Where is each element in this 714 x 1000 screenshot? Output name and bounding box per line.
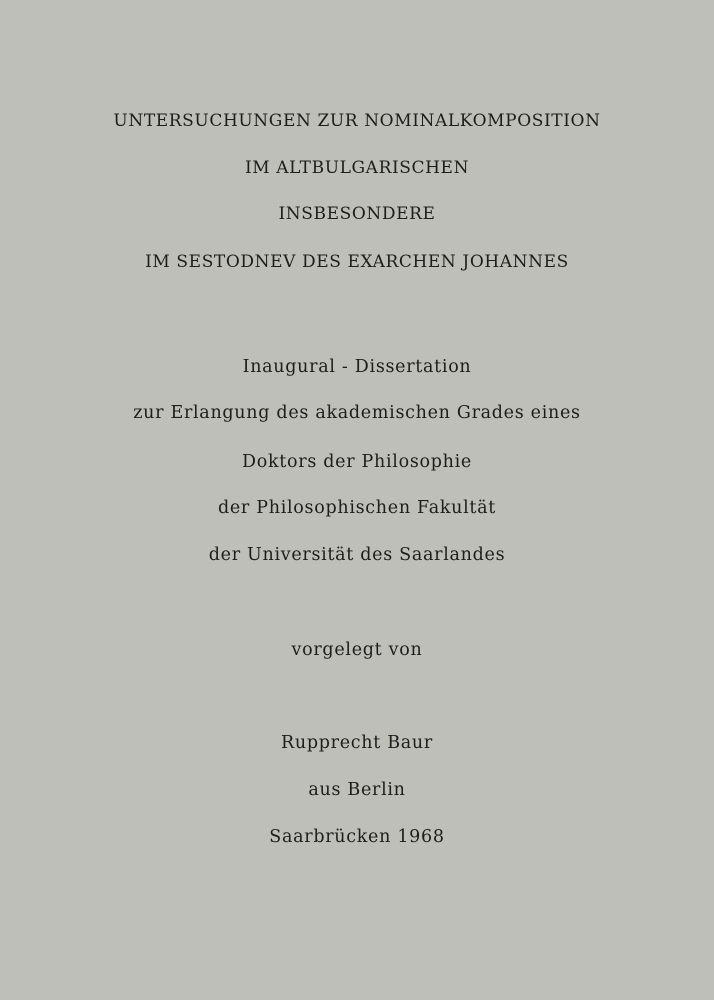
author-origin: aus Berlin [308,780,406,800]
dissertation-purpose: zur Erlangung des akademischen Grades eines [133,403,581,423]
place-and-year: Saarbrücken 1968 [269,827,445,847]
submitted-by-label: vorgelegt von [291,640,423,660]
title-line-2: IM ALTBULGARISCHEN [244,158,470,178]
title-line-3: INSBESONDERE [278,204,436,224]
title-line-1: UNTERSUCHUNGEN ZUR NOMINALKOMPOSITION [113,111,601,131]
degree-name: Doktors der Philosophie [242,452,472,472]
university-name: der Universität des Saarlandes [208,545,506,565]
faculty-name: der Philosophischen Fakultät [217,498,497,518]
title-line-4: IM SESTODNEV DES EXARCHEN JOHANNES [145,252,569,272]
dissertation-type: Inaugural - Dissertation [242,357,472,377]
author-name: Rupprecht Baur [281,733,433,753]
